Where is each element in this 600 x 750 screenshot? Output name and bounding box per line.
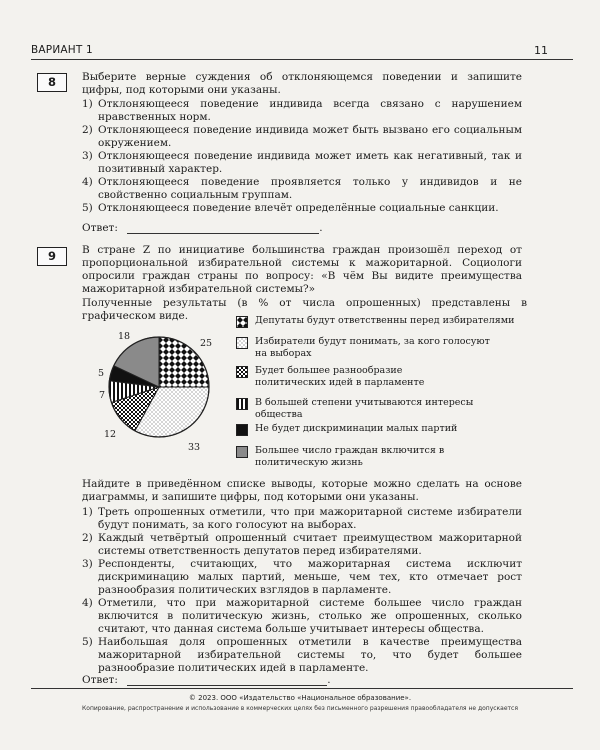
answer-label: Ответ: [82, 674, 118, 686]
header-divider [31, 59, 573, 60]
task-8-option-5 [82, 202, 522, 215]
task-9-option-3 [82, 558, 522, 597]
task-8-number: 8 [37, 73, 67, 92]
pie-label-12: 12 [104, 429, 117, 440]
task-8-question: Выберите верные суждения об отклоняющемся поведении и запишите цифры, под которыми они указаны. [82, 71, 522, 96]
task-9-option-1 [82, 506, 522, 532]
legend-text: Депутаты будут ответственны перед избирателями [255, 315, 515, 326]
option-number: 4) [82, 597, 93, 609]
option-text: Отклоняющееся поведение индивида может быть вызвано его социальным окружением. [98, 124, 522, 149]
option-number: 1) [82, 506, 93, 518]
option-text: Отклоняющееся поведение проявляется только у индивидов и не свойственно социальным группам. [98, 176, 522, 201]
option-number: 1) [82, 98, 93, 110]
task-9-number: 9 [37, 247, 67, 266]
task-9-task-text: Найдите в приведённом списке выводы, которые можно сделать на основе диаграммы, и запишите цифры, под которыми они указаны. [82, 478, 522, 503]
option-text: Наибольшая доля опрошенных отметили в качестве преимущества мажоритарной избирательной системы то, что будет большее разнообразие политических идей в парламенте. [98, 636, 522, 674]
option-text: Треть опрошенных отметили, что при мажоритарной системе избиратели будут понимать, за кого голосуют на выборах. [98, 506, 522, 531]
option-text: Отклоняющееся поведение индивида может иметь как негативный, так и позитивный характер. [98, 150, 522, 175]
task-9-option-5 [82, 636, 522, 675]
task-8-option-1 [82, 98, 522, 124]
option-text: Каждый четвёртый опрошенный считает преимуществом мажоритарной системы ответственность депутатов перед избирателями. [98, 532, 522, 557]
option-number: 5) [82, 202, 93, 214]
option-number: 4) [82, 176, 93, 188]
legend-swatch-diamond [236, 316, 248, 328]
footer-divider [31, 688, 573, 689]
task-8-option-3 [82, 150, 522, 176]
answer-label: Ответ: [82, 222, 118, 234]
task-8-option-2 [82, 124, 522, 150]
option-text: Респонденты, считающих, что мажоритарная система исключит дискриминацию малых партий, меньше, чем тех, кто отмечает рост разнообразия политических взглядов в парламенте. [98, 558, 522, 596]
page-number: 11 [534, 44, 548, 57]
variant-header: ВАРИАНТ 1 [31, 44, 93, 56]
legend-item-more-citizens [236, 446, 526, 472]
task-9-answer-row [82, 674, 331, 686]
legend-text: Избиратели будут понимать, за кого голосуют на выборах [255, 336, 490, 359]
legend-text: Не будет дискриминации малых партий [255, 423, 458, 434]
footer-notice: Копирование, распространение и использование в коммерческих целях без письменного разрешения правообладателя не допускается [82, 705, 518, 712]
legend-swatch-stripes [236, 398, 248, 410]
footer-copyright: © 2023. ООО «Издательство «Национальное образование». [188, 694, 412, 702]
answer-end: . [327, 674, 331, 686]
option-number: 5) [82, 636, 93, 648]
legend-swatch-checker [236, 366, 248, 378]
option-number: 3) [82, 558, 93, 570]
answer-end: . [319, 222, 323, 234]
pie-label-7: 7 [99, 390, 106, 401]
option-number: 3) [82, 150, 93, 162]
task-9-intro: В стране Z по инициативе большинства граждан произошёл переход от пропорциональной избирательной системы к мажоритарной. Социологи опросили граждан страны по вопросу: «В чём Вы видите преимущества мажоритарной избирательной системы?» [82, 244, 522, 295]
option-text: Отклоняющееся поведение влечёт определённые социальные санкции. [98, 202, 499, 214]
legend-text: Будет большее разнообразие политических идей в парламенте [255, 365, 425, 388]
pie-label-5: 5 [98, 368, 105, 379]
task-9-answer-field[interactable] [127, 674, 327, 686]
legend-item-diversity [236, 366, 526, 392]
legend-item-society-interests [236, 398, 526, 424]
legend-item-voters-understand [236, 337, 526, 363]
pie-chart [109, 337, 209, 437]
task-9-option-2 [82, 532, 522, 558]
pie-label-33: 33 [188, 442, 201, 453]
task-8-answer-row [82, 222, 323, 234]
pie-label-18: 18 [118, 331, 131, 342]
task-9-option-4 [82, 597, 522, 636]
legend-text: Большее число граждан включится в политическую жизнь [255, 445, 445, 468]
option-number: 2) [82, 124, 93, 136]
task-8-option-4 [82, 176, 522, 202]
option-text: Отметили, что при мажоритарной системе большее число граждан включится в политическую жизнь, столько же опрошенных, сколько считают, что данная система больше учитывает интересы общества. [98, 597, 522, 635]
legend-swatch-black [236, 424, 248, 436]
pie-label-25: 25 [200, 338, 213, 349]
task-9-results-line: Полученные результаты (в % от числа опрошенных) представлены в графическом виде. [82, 297, 527, 322]
legend-swatch-gray [236, 446, 248, 458]
task-8-answer-field[interactable] [127, 222, 319, 234]
legend-swatch-dots [236, 337, 248, 349]
option-number: 2) [82, 532, 93, 544]
legend-text: В большей степени учитываются интересы общества [255, 397, 474, 420]
option-text: Отклоняющееся поведение индивида всегда связано с нарушением нравственных норм. [98, 98, 522, 123]
